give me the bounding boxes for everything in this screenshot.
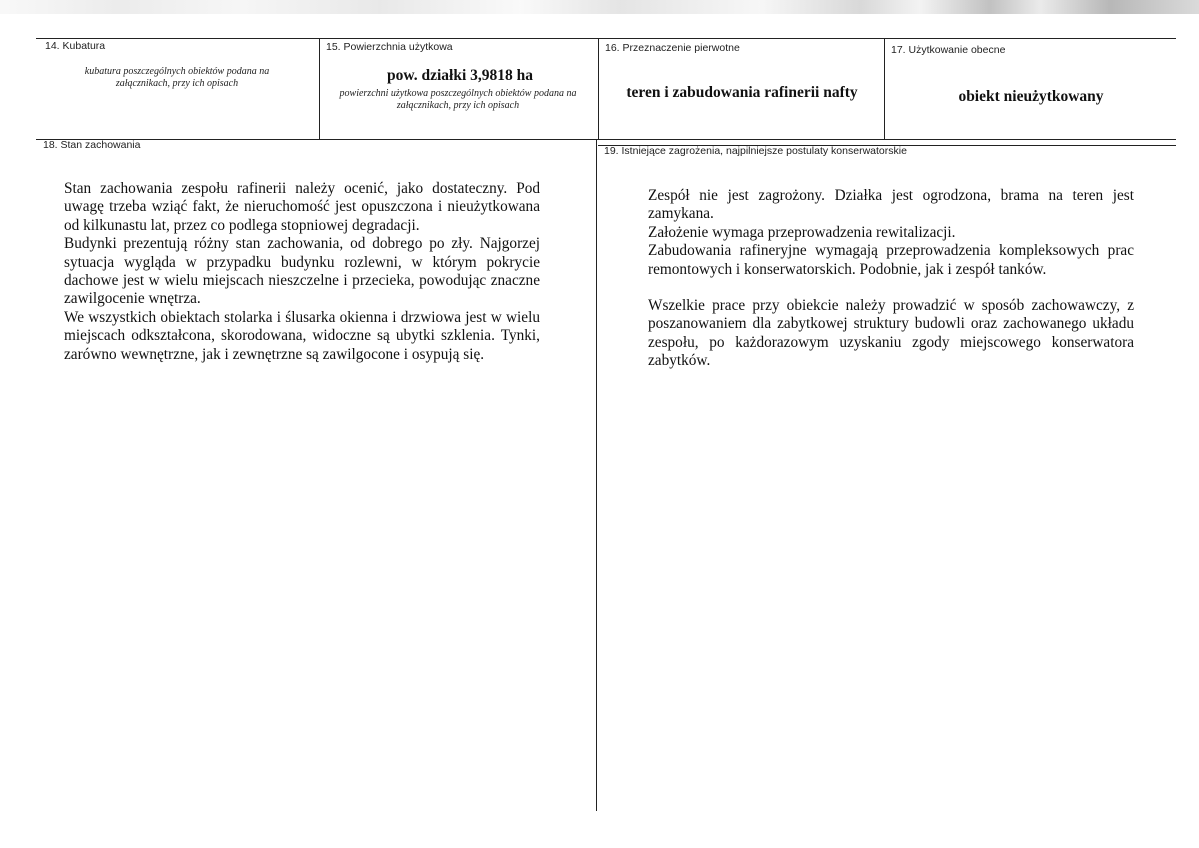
section-19-paragraph: Wszelkie prace przy obiekcie należy prowadzić w sposób zachowawczy, z poszanowaniem dla zabytkowej struktury budowli oraz zachowanego układu zespołu, po każdorazowym uzyskaniu zgody miejscowego konserwatora zabytków. (648, 297, 1134, 370)
field-17-value: obiekt nieużytkowany (958, 88, 1104, 105)
field-14-note: kubatura poszczególnych obiektów podana na załącznikach, przy ich opisach (84, 66, 270, 89)
divider-14-15 (319, 38, 320, 139)
divider-18-19 (596, 139, 597, 811)
section-19-paragraph: Zespół nie jest zagrożony. Działka jest ogrodzona, brama na teren jest zamykana. (648, 187, 1134, 223)
top-border-line (36, 38, 1176, 39)
section-19-body (648, 187, 1134, 371)
divider-15-16 (598, 38, 599, 139)
section-18-paragraph: We wszystkich obiektach stolarka i ślusarka okienna i drzwiowa jest w wielu miejscach odkształcona, skorodowana, widoczne są ubytki szklenia. Tynki, zarówno wewnętrzne, jak i zewnętrzne są zawilgocone i osypują się. (64, 308, 540, 363)
section-18-label: 18. Stan zachowania (43, 139, 141, 151)
scan-edge-shadow (0, 0, 1199, 14)
field-16-label: 16. Przeznaczenie pierwotne (605, 42, 740, 54)
header-bottom-line (36, 139, 1176, 140)
section-18-paragraph: Budynki prezentują różny stan zachowania, od dobrego po zły. Najgorzej sytuacja wygląda w przypadku budynku rozlewni, w którym pokrycie dachowe jest w wielu miejscach nieszczelne i przecieka, powodując znaczne zawilgocenie wnętrza. (64, 235, 540, 308)
field-15-note: powierzchni użytkowa poszczególnych obiektów podana na załącznikach, przy ich opisach (339, 88, 577, 111)
section-19-paragraph: Zabudowania rafineryjne wymagają przeprowadzenia kompleksowych prac remontowych i konserwatorskich. Podobnie, jak i zespół tanków. (648, 242, 1134, 278)
divider-16-17 (884, 38, 885, 139)
field-15-label: 15. Powierzchnia użytkowa (326, 41, 453, 53)
field-17-label: 17. Użytkowanie obecne (891, 44, 1006, 56)
section-19-paragraph: Założenie wymaga przeprowadzenia rewitalizacji. (648, 223, 956, 241)
field-15-value: pow. działki 3,9818 ha (387, 67, 533, 84)
section-18-body (64, 180, 540, 364)
field-16-value: teren i zabudowania rafinerii nafty (626, 84, 858, 101)
section-18-paragraph: Stan zachowania zespołu rafinerii należy ocenić, jako dostateczny. Pod uwagę trzeba wziąć fakt, że nieruchomość jest opuszczona i nieużytkowana od kilkunastu lat, przez co podlega stopniowej degradacji. (64, 180, 540, 234)
field-14-label: 14. Kubatura (45, 40, 106, 52)
section-19-label: 19. Istniejące zagrożenia, najpilniejsze postulaty konserwatorskie (604, 145, 907, 157)
